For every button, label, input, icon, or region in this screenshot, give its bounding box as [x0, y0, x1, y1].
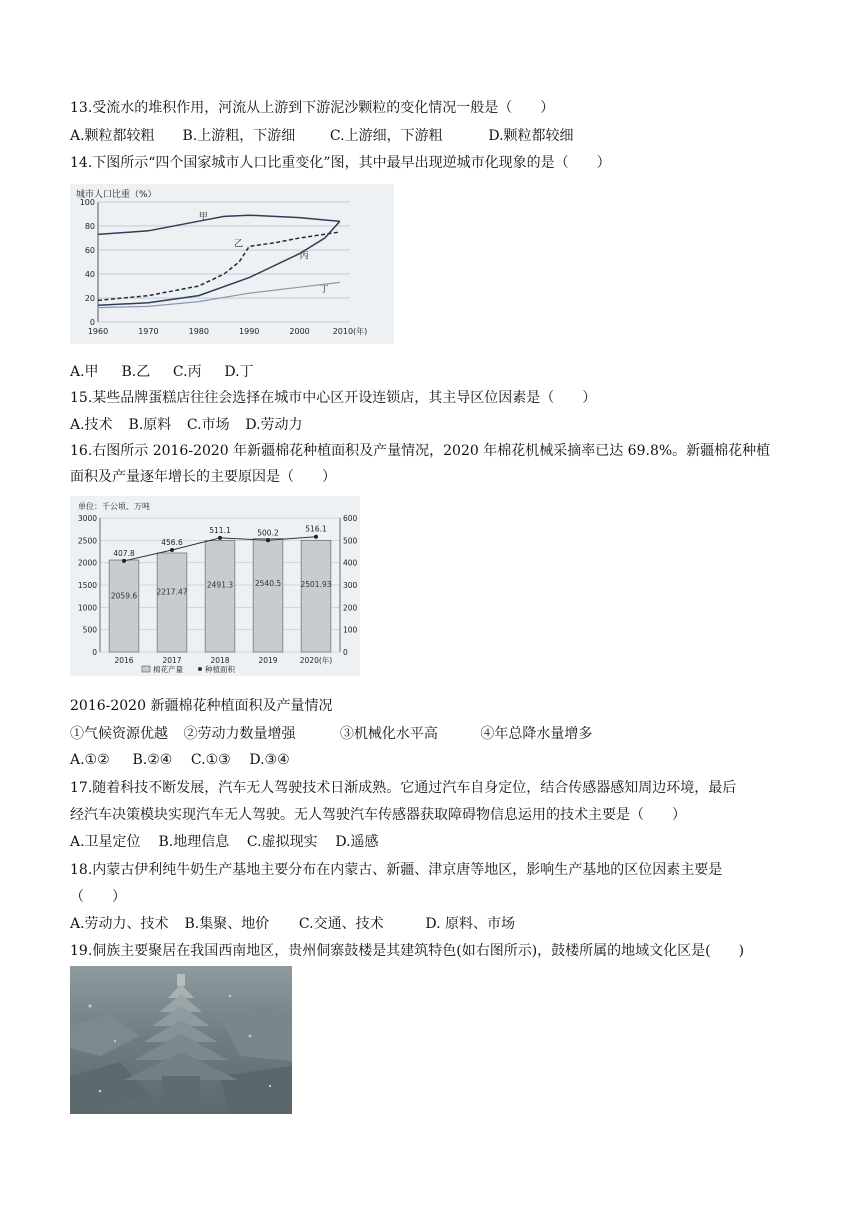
chart1-y-tick: 0: [89, 318, 95, 327]
q16-statements: [70, 724, 592, 744]
chart2-bar-label: 2491.3: [206, 580, 234, 590]
chart1-y-tick: 20: [84, 294, 95, 303]
urban-population-chart: [70, 184, 394, 344]
q15-option-a[interactable]: A.技术: [70, 417, 113, 433]
legend-bar-label: 棉花产量: [153, 665, 183, 674]
chart2-left-tick: 0: [92, 648, 97, 657]
q18-stem-line1: 18.内蒙古伊利纯牛奶生产基地主要分布在内蒙古、新疆、津京唐等地区，影响生产基地的区位因素主要是: [70, 862, 723, 878]
chart1-x-tick: 1990: [239, 327, 260, 336]
chart1-series-line: [98, 215, 340, 234]
chart2-x-tick: 2016: [114, 656, 134, 665]
q17-option-b[interactable]: B.地理信息: [158, 834, 230, 850]
q18-option-a[interactable]: A.劳动力、技术: [70, 916, 169, 932]
q18-option-c[interactable]: C.交通、技术: [298, 916, 384, 932]
chart1-series-label: 丙: [299, 251, 309, 262]
chart2-bar-label: 2540.5: [254, 579, 282, 589]
chart2-left-tick: 2500: [77, 536, 97, 546]
q17-stem-line1: 17.随着科技不断发展，汽车无人驾驶技术日渐成熟。它通过汽车自身定位，结合传感器感知周边环境，最后: [70, 780, 737, 796]
q13-stem: 13.受流水的堆积作用，河流从上游到下游泥沙颗粒的变化情况一般是（ ）: [70, 100, 555, 116]
q16-statement-3: ③机械化水平高: [339, 726, 438, 742]
chart2-area-label: 500.2: [257, 528, 279, 538]
q15-option-c[interactable]: C.市场: [186, 417, 230, 433]
chart2-x-tick: 2018: [210, 656, 230, 665]
q16-stem-line1: 16.右图所示 2016-2020 年新疆棉花种植面积及产量情况，2020 年棉花机械采摘率已达 69.8%。新疆棉花种植: [70, 443, 771, 459]
q13-option-a[interactable]: A.颗粒都较粗: [70, 128, 155, 144]
chart2-right-tick: 0: [343, 648, 348, 657]
q14-option-c[interactable]: C.丙: [172, 364, 202, 380]
q16-statement-1: ①气候资源优越: [70, 726, 168, 742]
q16-statement-2: ②劳动力数量增强: [183, 726, 296, 742]
q15-options: [70, 415, 303, 435]
q13-option-b[interactable]: B.上游粗，下游细: [182, 128, 296, 144]
q18-options: [70, 914, 515, 934]
chart1-x-tick: 1960: [87, 327, 109, 336]
q16-option-d[interactable]: D.③④: [249, 752, 290, 768]
chart2-bar: [109, 560, 139, 652]
chart2-x-tick: 2019: [258, 656, 278, 665]
chart2-bar: [205, 541, 235, 652]
chart2-x-tick: 2020(年): [299, 656, 333, 665]
q15-option-b[interactable]: B.原料: [128, 417, 172, 433]
chart2-area-point: [314, 535, 318, 539]
chart2-area-point: [170, 548, 174, 552]
chart2-x-tick: 2017: [162, 656, 182, 665]
q13-option-d[interactable]: D.颗粒都较细: [488, 128, 574, 144]
chart2-bar: [253, 539, 283, 652]
chart1-series-label: 乙: [234, 239, 244, 250]
q17-option-a[interactable]: A.卫星定位: [70, 834, 141, 850]
drum-tower-photo: [70, 966, 292, 1114]
chart1-series-label: 甲: [198, 211, 208, 222]
chart1-y-tick: 60: [84, 246, 95, 255]
chart2-left-tick: 1000: [77, 603, 97, 613]
q15-option-d[interactable]: D.劳动力: [245, 417, 303, 433]
chart2-area-point: [122, 559, 126, 563]
chart2-right-tick: 300: [343, 581, 358, 590]
chart2-bar-label: 2217.47: [156, 587, 188, 597]
chart1-series-line: [98, 221, 340, 305]
chart2-right-tick: 500: [343, 536, 358, 546]
chart1-x-tick: 2000: [289, 327, 310, 336]
cotton-chart: [70, 496, 360, 676]
chart2-right-tick: 200: [343, 603, 358, 613]
chart1-y-tick: 100: [79, 198, 95, 207]
legend-line-label: 种植面积: [205, 665, 235, 674]
q16-caption: 2016-2020 新疆棉花种植面积及产量情况: [70, 698, 333, 714]
chart2-left-tick: 500: [82, 625, 97, 635]
q16-option-b[interactable]: B.②④: [132, 752, 173, 768]
chart2-area-label: 407.8: [113, 548, 135, 558]
chart1-y-tick: 80: [84, 222, 95, 231]
q17-option-c[interactable]: C.虚拟现实: [246, 834, 318, 850]
q13-options: [70, 126, 574, 146]
q13-option-c[interactable]: C.上游细，下游粗: [329, 128, 443, 144]
chart2-bar-label: 2501.93: [300, 580, 332, 590]
chart2-area-label: 516.1: [305, 524, 327, 534]
q14-option-a[interactable]: A.甲: [70, 364, 99, 380]
chart2-unit: 单位：千公顷、万吨: [78, 502, 150, 511]
chart1-x-tick: 1980: [188, 327, 209, 336]
chart2-right-tick: 100: [343, 625, 358, 635]
q18-option-d[interactable]: D. 原料、市场: [425, 916, 515, 932]
q16-options: [70, 750, 290, 770]
chart2-left-tick: 3000: [77, 514, 97, 523]
chart1-series-label: 丁: [319, 285, 329, 295]
q16-option-a[interactable]: A.①②: [70, 752, 110, 768]
chart2-right-tick: 600: [343, 514, 358, 523]
q14-option-d[interactable]: D.丁: [224, 364, 254, 380]
q19-stem: 19.侗族主要聚居在我国西南地区，贵州侗寨鼓楼是其建筑特色(如右图所示)，鼓楼所属的地域文化区是( ): [70, 943, 745, 959]
q14-option-b[interactable]: B.乙: [121, 364, 151, 380]
chart2-left-tick: 2000: [77, 558, 97, 568]
chart2-area-point: [218, 536, 222, 540]
q17-options: [70, 832, 379, 852]
legend-line-swatch: [198, 667, 202, 671]
q16-option-c[interactable]: C.①③: [190, 752, 231, 768]
chart2-area-label: 511.1: [209, 525, 231, 535]
q18-option-b[interactable]: B.集聚、地价: [184, 916, 270, 932]
chart1-series-line: [98, 232, 340, 300]
chart2-right-tick: 400: [343, 558, 358, 568]
q17-option-d[interactable]: D.遥感: [335, 834, 379, 850]
chart2-area-label: 456.6: [161, 538, 183, 548]
chart1-ylabel: 城市人口比重（%）: [76, 190, 157, 200]
q16-stem-line2: 面积及产量逐年增长的主要原因是（ ）: [70, 469, 336, 485]
chart1-x-tick: 2010(年): [332, 327, 368, 336]
chart2-left-tick: 1500: [77, 581, 97, 590]
chart2-bar: [157, 553, 187, 652]
chart2-legend: [142, 664, 235, 674]
chart1-x-tick: 1970: [138, 327, 159, 336]
chart1-y-tick: 40: [84, 270, 95, 279]
q15-stem: 15.某些品牌蛋糕店往往会选择在城市中心区开设连锁店，其主导区位因素是（ ）: [70, 390, 597, 406]
q14-options: [70, 362, 254, 382]
q18-stem-line2: （ ）: [70, 889, 126, 905]
q14-stem: 14.下图所示“四个国家城市人口比重变化”图，其中最早出现逆城市化现象的是（ ）: [70, 155, 611, 171]
chart2-bar-label: 2059.6: [110, 591, 138, 601]
chart2-bar: [301, 540, 331, 652]
q17-stem-line2: 经汽车决策模块实现汽车无人驾驶。无人驾驶汽车传感器获取障碍物信息运用的技术主要是（ ）: [70, 807, 686, 823]
chart2-area-point: [266, 538, 270, 542]
legend-bar-swatch: [142, 666, 150, 672]
q16-statement-4: ④年总降水量增多: [480, 726, 593, 742]
